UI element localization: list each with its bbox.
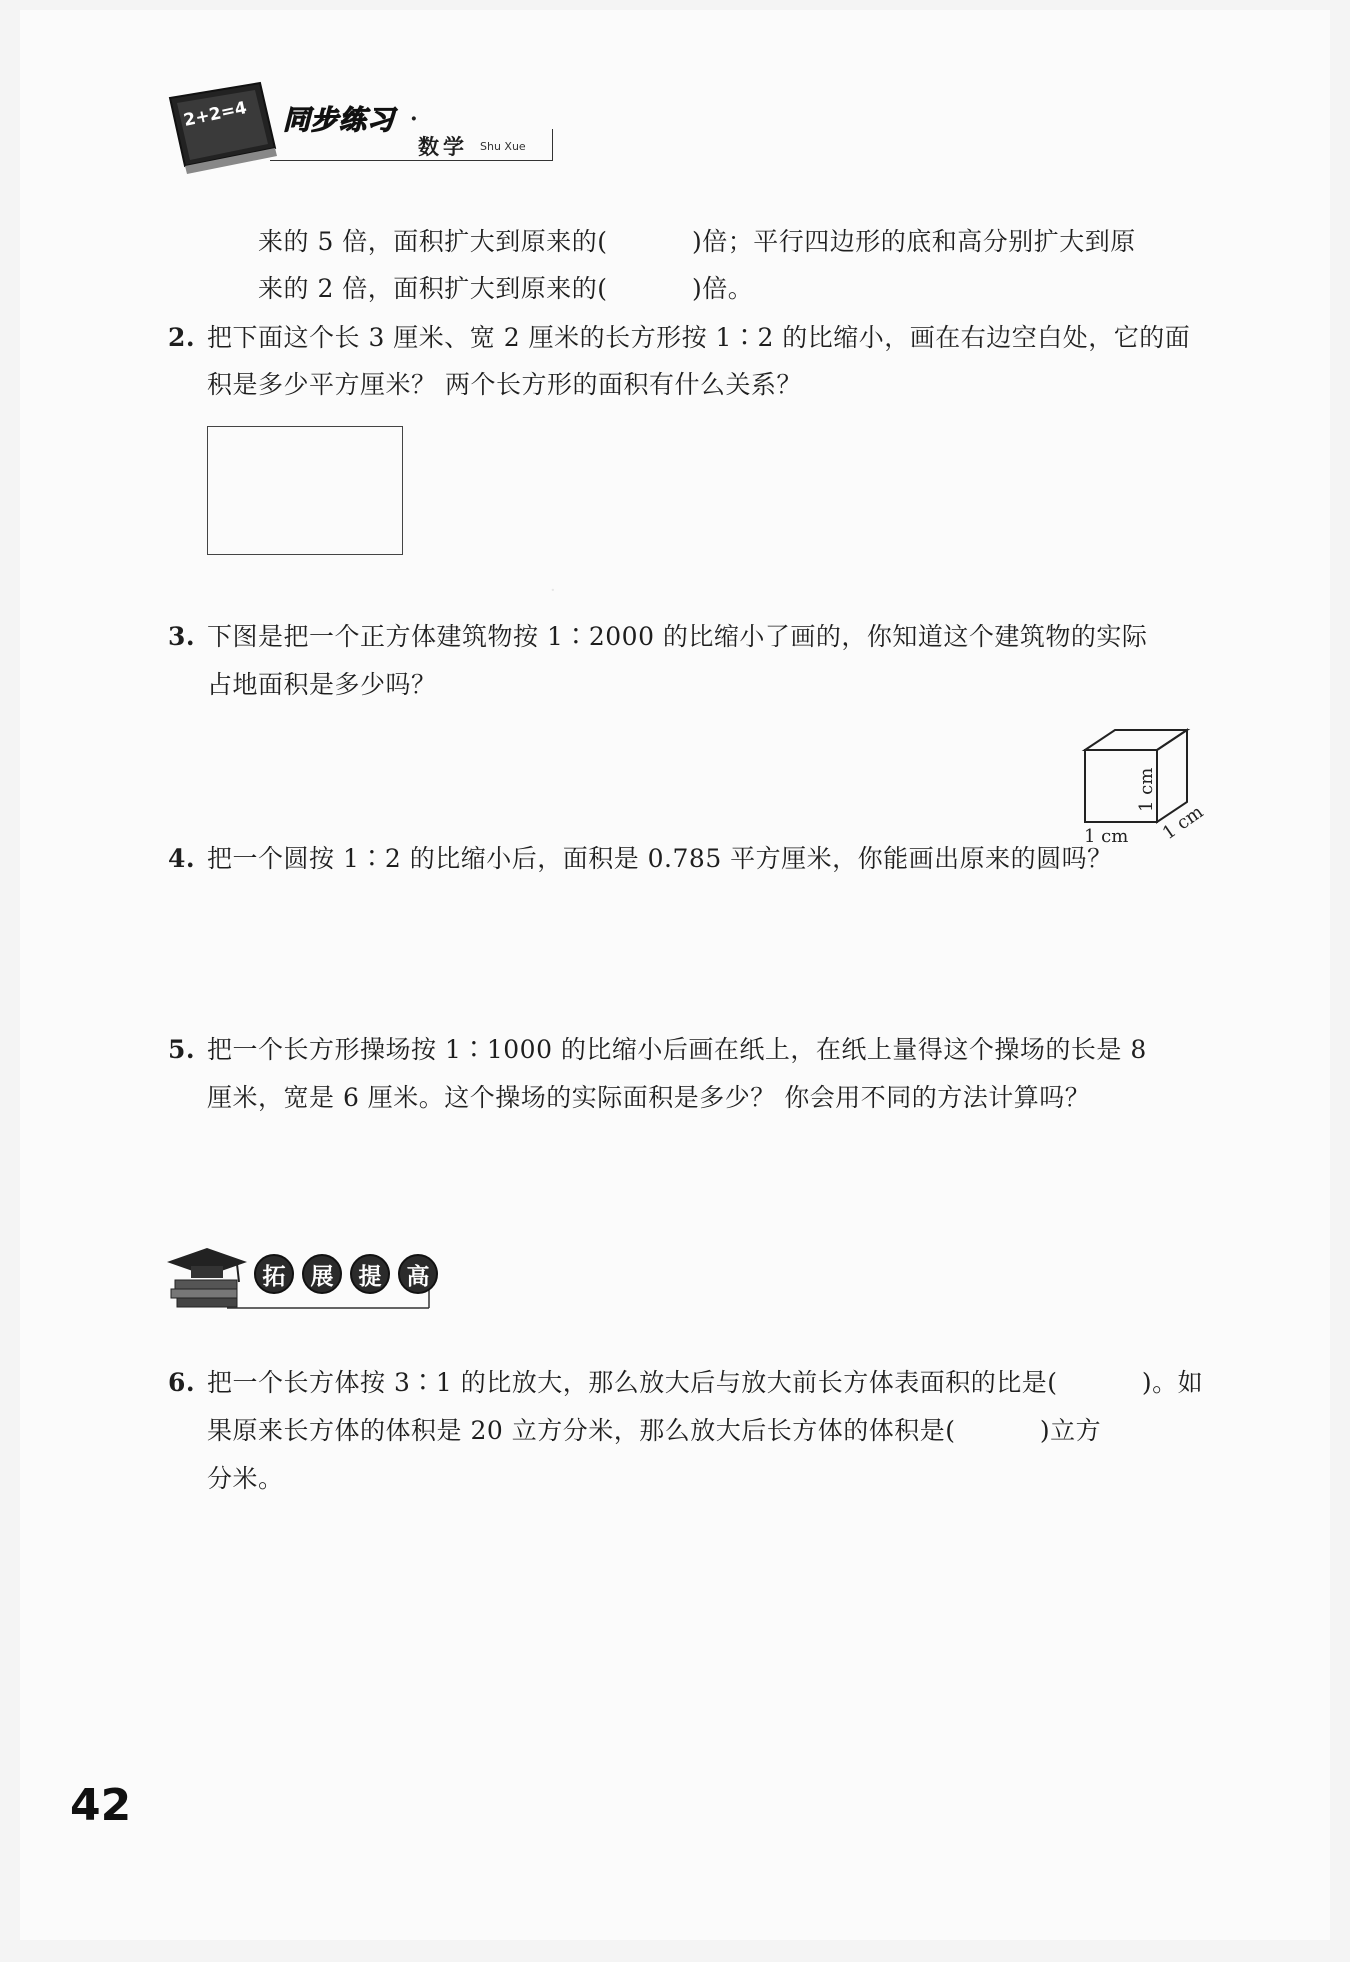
q5-line-1: 把一个长方形操场按 1∶1000 的比缩小后画在纸上，在纸上量得这个操场的长是 8	[207, 1035, 1147, 1064]
subject-pinyin: Shu Xue	[480, 140, 526, 153]
section-banner-extension	[167, 1242, 467, 1312]
cube-bottom-label: 1 cm	[1084, 826, 1129, 847]
q4-number: 4.	[168, 844, 196, 873]
q6-number: 6.	[168, 1368, 196, 1397]
header-underline	[270, 160, 552, 161]
q2-line-2: 积是多少平方厘米？ 两个长方形的面积有什么关系？	[207, 370, 802, 399]
series-title: 同步练习	[283, 105, 395, 136]
q5-number: 5.	[168, 1035, 196, 1064]
subject-label: 数学	[418, 135, 468, 159]
q1-continuation-line-1: 来的 5 倍，面积扩大到原来的( )倍；平行四边形的底和高分别扩大到原	[258, 227, 1136, 256]
banner-char-3: 提	[350, 1254, 390, 1294]
q3-number: 3.	[168, 622, 196, 651]
rectangle-figure	[207, 426, 403, 555]
banner-char-2: 展	[302, 1254, 342, 1294]
q6-line-1: 把一个长方体按 3∶1 的比放大，那么放大后与放大前长方体表面积的比是( )。如	[207, 1368, 1204, 1397]
q4-line-1: 把一个圆按 1∶2 的比缩小后，面积是 0.785 平方厘米，你能画出原来的圆吗？	[207, 844, 1113, 873]
cube-figure	[1050, 710, 1230, 850]
q2-number: 2.	[168, 323, 196, 352]
cube-side-label: 1 cm	[1136, 767, 1157, 812]
q3-line-2: 占地面积是多少吗？	[207, 670, 437, 699]
page-header: 2+2=4 同步练习 · 数学 Shu Xue	[165, 78, 545, 178]
q5-line-2: 厘米，宽是 6 厘米。这个操场的实际面积是多少？ 你会用不同的方法计算吗？	[207, 1083, 1091, 1112]
q1-continuation-line-2: 来的 2 倍，面积扩大到原来的( )倍。	[258, 274, 754, 303]
badge-text: 2+2=4	[181, 98, 249, 131]
textbook-page: 2+2=4 同步练习 · 数学 Shu Xue 来的 5 倍，面积扩大到原来的( )倍；平行四边形的底和高分别扩大到原 来的 2 倍，面积扩大到原来的( )倍。 2. 把下面这个长 3 厘米、宽 2 厘米的长方形按 1∶2 的比缩小，画在右边空白处，它的面 积是多少平方厘米？ 两个长方形的面积有什么关系？ · 3. 下图是把一个正方体建筑物按 1∶2000 的比缩小了画的，你知道这个建筑物的实际 占地面积是多少吗？ 1 cm 1 cm 1 cm 4. 把一个圆按 1∶2 的比缩小后，面积是 0.785 平方厘米，你能画出原来的圆吗？ 5. 把一个长方形操场按 1∶1000 的比缩小后画在纸上，在纸上量得这个操场的长是 8 厘米，宽是 6 厘米。这个操场的实际面积是多少？ 你会用不同的方法计算吗？ 拓 展 提 高 6. 把一个长方体按 3∶1 的比放大，那么放大后与放大前长方体表面积的比是( )。如 果原来长方体的体积是 20 立方分米，那么放大后长方体的体积是( )立方 分米。 42	[20, 10, 1330, 1940]
q6-line-2: 果原来长方体的体积是 20 立方分米，那么放大后长方体的体积是( )立方	[207, 1416, 1102, 1445]
q2-line-1: 把下面这个长 3 厘米、宽 2 厘米的长方形按 1∶2 的比缩小，画在右边空白处，它的面	[207, 323, 1191, 352]
q6-line-3: 分米。	[207, 1464, 284, 1493]
cube-depth-label: 1 cm	[1158, 801, 1208, 845]
banner-char-4: 高	[398, 1254, 438, 1294]
page-number: 42	[70, 1780, 132, 1831]
q3-line-1: 下图是把一个正方体建筑物按 1∶2000 的比缩小了画的，你知道这个建筑物的实际	[207, 622, 1148, 651]
banner-char-1: 拓	[254, 1254, 294, 1294]
